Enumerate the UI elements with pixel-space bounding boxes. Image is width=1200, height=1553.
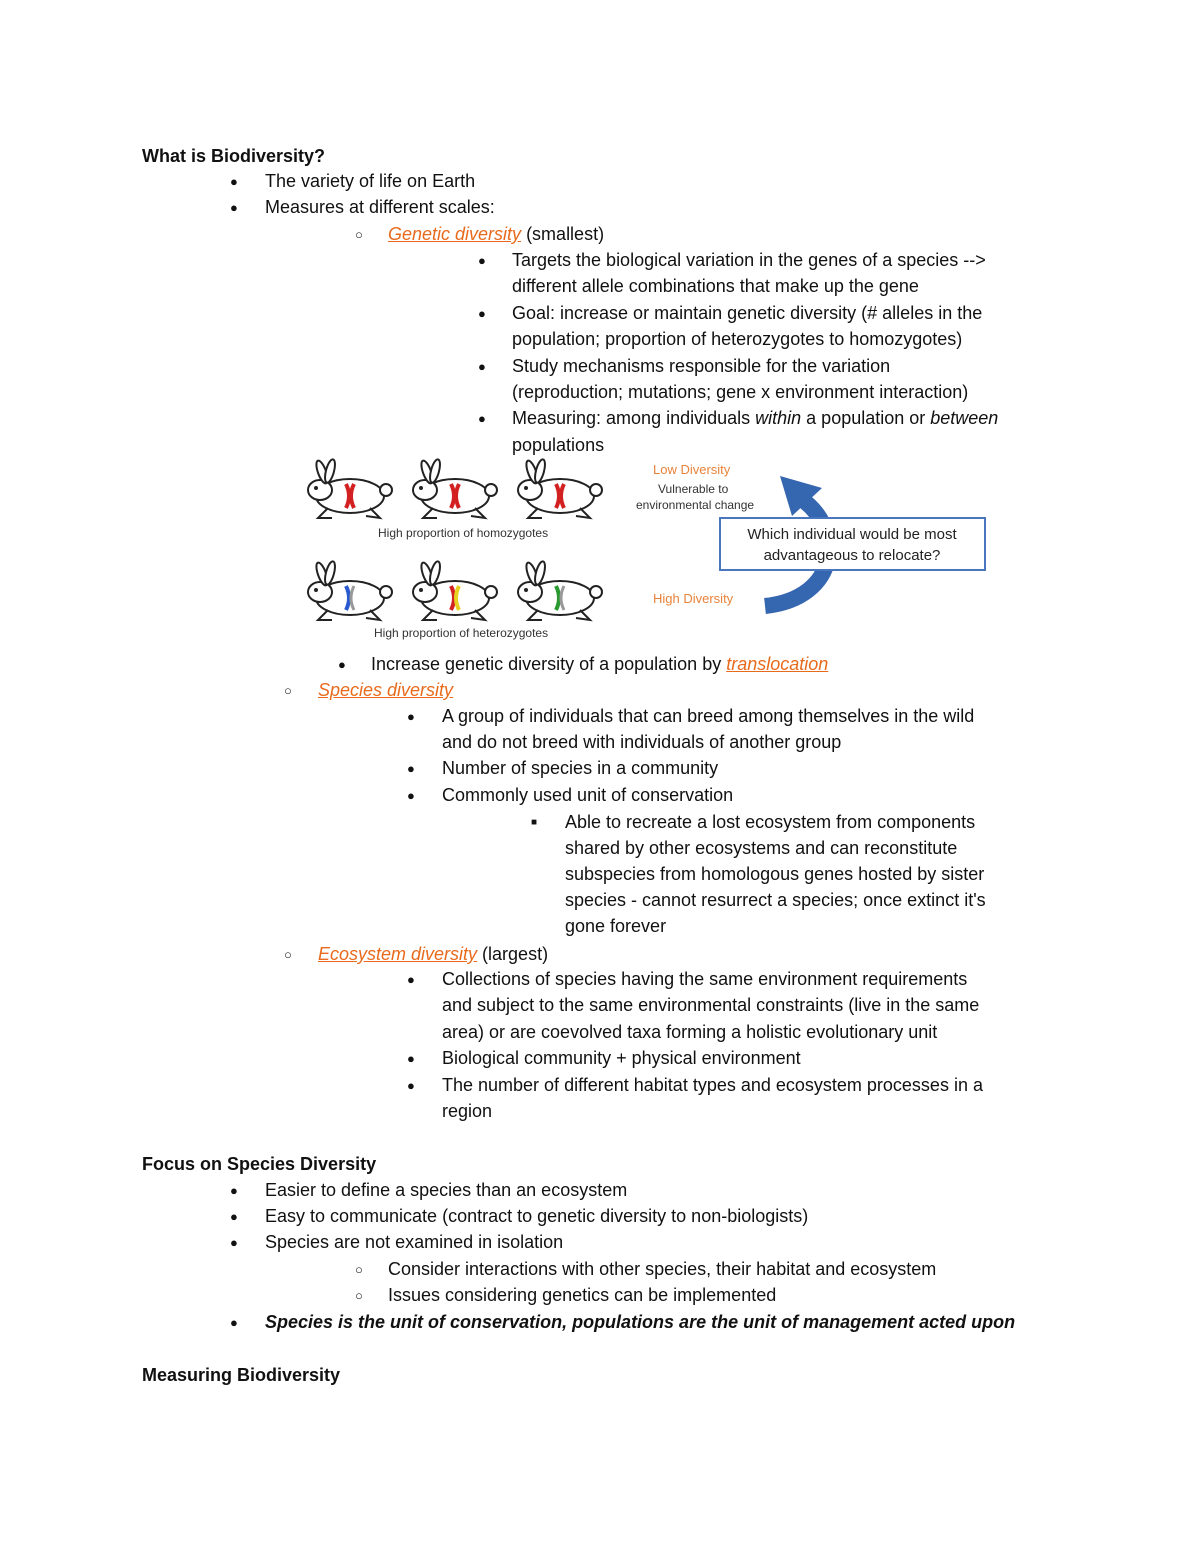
list-item-cont: population; proportion of heterozygotes to homozygotes) <box>512 329 963 349</box>
bullet-icon: ● <box>230 1315 238 1330</box>
list-item-cont: shared by other ecosystems and can reconstitute <box>565 838 958 858</box>
bullet-icon: ● <box>478 359 486 374</box>
italic-span: between <box>930 408 999 428</box>
circle-bullet-icon: ○ <box>355 1262 363 1277</box>
list-item: Consider interactions with other species, their habitat and ecosystem <box>388 1259 937 1279</box>
heading-measuring-biodiversity: Measuring Biodiversity <box>142 1365 341 1385</box>
square-bullet-icon: ■ <box>531 817 538 828</box>
italic-span: within <box>755 408 802 428</box>
list-item: Study mechanisms responsible for the variation <box>512 356 891 376</box>
rabbit-icon <box>308 458 392 518</box>
circle-bullet-icon: ○ <box>284 947 292 962</box>
list-item-ecosystem-diversity <box>318 941 548 967</box>
bullet-icon: ● <box>478 411 486 426</box>
circle-bullet-icon: ○ <box>355 227 363 242</box>
genetic-suffix: (smallest) <box>521 224 605 244</box>
bullet-icon: ● <box>230 1235 238 1250</box>
ecosystem-diversity-link[interactable]: Ecosystem diversity <box>318 944 478 964</box>
bullet-icon: ● <box>478 253 486 268</box>
list-item: Goal: increase or maintain genetic diversity (# alleles in the <box>512 303 983 323</box>
homozygotes-label: High proportion of homozygotes <box>378 526 549 540</box>
list-item: Issues considering genetics can be implemented <box>388 1285 777 1305</box>
list-item-species-diversity <box>318 677 453 703</box>
list-item: Species are not examined in isolation <box>265 1232 564 1252</box>
translocation-link[interactable]: translocation <box>726 654 829 674</box>
list-item-cont: and subject to the same environmental constraints (live in the same <box>442 995 980 1015</box>
genetic-diversity-figure <box>300 458 1000 644</box>
list-item: Easy to communicate (contract to genetic diversity to non-biologists) <box>265 1206 809 1226</box>
genetic-diversity-link[interactable]: Genetic diversity <box>388 224 522 244</box>
list-item-genetic-diversity <box>388 221 604 247</box>
bullet-icon: ● <box>478 306 486 321</box>
list-item: Measures at different scales: <box>265 197 495 217</box>
high-diversity-label: High Diversity <box>653 591 734 606</box>
list-item-cont: gone forever <box>565 916 667 936</box>
list-item: Number of species in a community <box>442 758 719 778</box>
list-item-cont: populations <box>512 435 605 455</box>
question-line2: advantageous to relocate? <box>763 547 941 564</box>
rabbit-icon <box>518 458 602 518</box>
list-item: Able to recreate a lost ecosystem from components <box>565 812 976 832</box>
list-item: Targets the biological variation in the genes of a species --> <box>512 250 986 270</box>
list-item-cont: (reproduction; mutations; gene x environment interaction) <box>512 382 969 402</box>
list-item: A group of individuals that can breed among themselves in the wild <box>442 706 975 726</box>
low-diversity-label: Low Diversity <box>653 462 731 477</box>
circle-bullet-icon: ○ <box>284 683 292 698</box>
bullet-icon: ● <box>407 761 415 776</box>
bullet-icon: ● <box>230 174 238 189</box>
rabbit-icon <box>518 560 602 620</box>
ecosystem-suffix: (largest) <box>477 944 549 964</box>
list-item: Biological community + physical environment <box>442 1048 801 1068</box>
text-span: Increase genetic diversity of a population by <box>371 654 727 674</box>
list-item-cont: subspecies from homologous genes hosted by sister <box>565 864 985 884</box>
bullet-icon: ● <box>407 709 415 724</box>
bullet-icon: ● <box>230 1209 238 1224</box>
question-line1: Which individual would be most <box>747 526 957 543</box>
text-span: a population or <box>801 408 931 428</box>
bullet-icon: ● <box>230 1183 238 1198</box>
heading-focus-species: Focus on Species Diversity <box>142 1154 377 1174</box>
list-item: Collections of species having the same environment requirements <box>442 969 968 989</box>
bullet-icon: ● <box>338 657 346 672</box>
list-item-cont: area) or are coevolved taxa forming a holistic evolutionary unit <box>442 1022 938 1042</box>
vulnerable-line2: environmental change <box>636 498 755 512</box>
list-item-translocation <box>371 651 828 677</box>
list-item: Commonly used unit of conservation <box>442 785 734 805</box>
list-item: The variety of life on Earth <box>265 171 476 191</box>
list-item-measuring <box>512 405 998 431</box>
bullet-icon: ● <box>407 1051 415 1066</box>
bullet-icon: ● <box>407 972 415 987</box>
list-item: The number of different habitat types and ecosystem processes in a <box>442 1075 983 1095</box>
rabbit-icon <box>413 458 497 518</box>
list-item-cont: different allele combinations that make up the gene <box>512 276 919 296</box>
bullet-icon: ● <box>407 1078 415 1093</box>
circle-bullet-icon: ○ <box>355 1288 363 1303</box>
rabbit-icon <box>308 560 392 620</box>
list-item-emphasis: Species is the unit of conservation, populations are the unit of management acted upon <box>265 1312 1016 1332</box>
heading-what-is-biodiversity: What is Biodiversity? <box>142 146 326 166</box>
bullet-icon: ● <box>230 200 238 215</box>
bullet-icon: ● <box>407 788 415 803</box>
species-diversity-link[interactable]: Species diversity <box>318 680 454 700</box>
list-item-cont: and do not breed with individuals of another group <box>442 732 842 752</box>
list-item: Easier to define a species than an ecosystem <box>265 1180 628 1200</box>
rabbit-icon <box>413 560 497 620</box>
vulnerable-line1: Vulnerable to <box>658 482 729 496</box>
list-item-cont: region <box>442 1101 493 1121</box>
heterozygotes-label: High proportion of heterozygotes <box>374 626 549 640</box>
list-item-cont: species - cannot resurrect a species; once extinct it's <box>565 890 986 910</box>
text-span: Measuring: among individuals <box>512 408 756 428</box>
